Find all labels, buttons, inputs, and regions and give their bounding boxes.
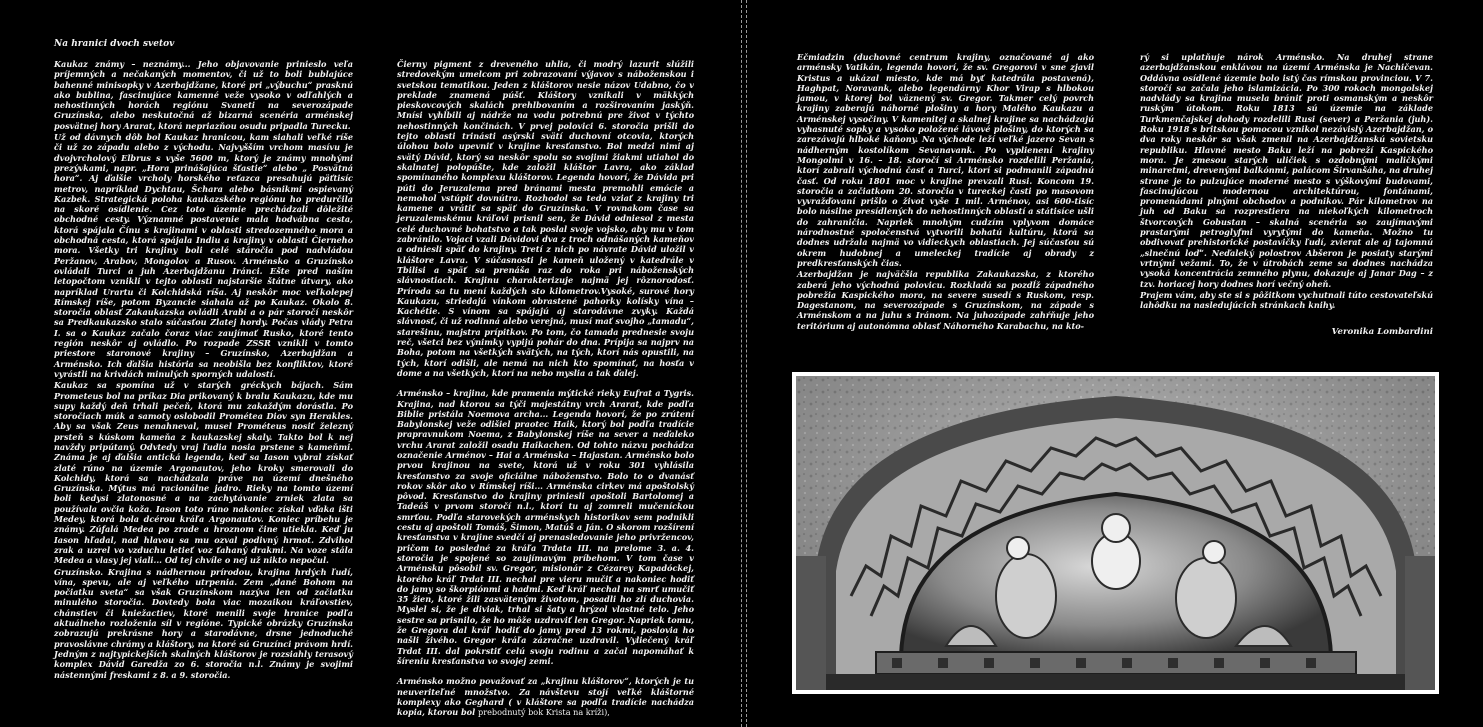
- text-column-1: [54, 59, 353, 681]
- photo-frame: [792, 372, 1439, 694]
- paragraph: [397, 676, 694, 717]
- text-column-4: [1140, 52, 1433, 311]
- paragraph: rý si uplatňuje nárok Arménsko. Na druhej strane azerbajdžanskou enklávou na území Arménska je Nachičevan. Oddávna osídlené územie bolo istý čas rímskou provinciou. V 7. storočí sa začala jeho islamizácia. Po 300 rokoch mongolskej nadvlády sa krajina musela brániť proti osmanským a neskôr ruským útokom. Roku 1813 sú územie na základe Turkmenčajskej dohody rozdelili Rusi (sever) a Peržania (juh). Roku 1918 s britskou pomocou vznikol nezávislý Azerbajdžan, o dva roky neskôr sa však zmenil na Azerbajdžanskú sovietsku republiku. Hlavné mesto Baku leží na pobreží Kaspického mora. Je zmesou starých uličiek s ozdobnými maličkými minaretmi, drevenými balkónmi, palácom Širvanšáha, na druhej strane je to pulzujúce moderné mesto s výškovými budovami, fascinujúcou modernou architektúrou, fontánami, promenádami plnými obchodov a podnikov. Pár kilometrov na juh od Baku sa rozprestiera na niekoľkých kilometroch štvorcových Gobustan – skalná scenéria so zaujímavými prastarými petroglyfmi vyrytými do kameňa. Možno tu obdivovať prehistorické postavičky ľudí, zvierat ale aj tajomnú „slnečnú loď“. Neďaleký polostrov Abšeron je posiaty starými vrtnými vežami. To, že v útrobách zeme sa dodnes nachádza vysoká koncentrácia zemného plynu, dokazuje aj Janar Dag – z tzv. horiacej hory dodnes horí večný oheň.: [1140, 52, 1433, 289]
- author-signature: Veronika Lombardini: [1331, 327, 1433, 337]
- tympanum-relief-photo: [796, 376, 1435, 690]
- paragraph: Kaukaz známy – neznámy... Jeho objavovanie prinieslo veľa príjemných a nečakaných momentov, či už to boli bublajúce bahenné minisopky v Azerbajdžane, ktoré pri „výbuchu“ prasknú ako bublina, fascinujúce kamenné veže vysoko v odľahlých a nehostinných horách regiónu Svaneti na severozápade Gruzínska, alebo neskutočná až bizarná scenéria arménskej posvätnej hory Ararat, ktorá nepriazňou osudu pripadla Turecku.: [54, 59, 353, 131]
- article-title: Na hranici dvoch svetov: [54, 39, 175, 49]
- paragraph-text: Arménsko možno považovať za „krajinu kláštorov“, ktorých je tu neuveriteľné množstvo. Za návštevu stojí veľké kláštorné komplexy ako Geghard ( v kláštore sa podľa tradície nachádza kopia, ktorou bol: [397, 676, 694, 718]
- text-column-3: [797, 52, 1094, 332]
- paragraph: Už od dávnych dôb bol Kaukaz hranicou, kam siahali veľké ríše či už zo západu alebo z východu. Najvyšším vrchom masívu je dvojvrcholový Elbrus s vyše 5600 m, ktorý je známy mnohými prezývkami, napr. „Hora prinášajúca šťastie“ alebo „ Posvätná hora“. Aj ďalšie vrcholy horského reťazca presahujú päťtisíc metrov, napríklad Dychtau, Šchara alebo básnikmi ospievaný Kazbek. Strategická poloha kaukazského regiónu ho predurčila na skoré osídlenie. Cez toto územie prechádzali dôležité obchodné cesty. Významné postavenie mala hodvábna cesta, ktorá spájala Čínu s krajinami v oblasti stredozemného mora a obchodná cesta, ktorá spájala Indiu a krajiny v oblasti Čierneho mora. Všetky tri krajiny boli celé stáročia pod nadvládou Peržanov, Arabov, Mongolov a Rusov. Arménsko a Gruzínsko ovládali Turci a juh Azerbajdžanu Iránci. Ešte pred naším letopočtom vznikli v tejto oblasti najstaršie štátne útvary, ako napríklad Urartu či Kolchidská ríša. Aj neskôr moc veľkolepej Rímskej ríše, potom Byzancie siahala až po Kaukaz. Okolo 8. storočia oblasť Zakaukazska ovládli Arabi a o pár storočí neskôr sa Predkaukazsko stalo súčasťou Zlatej hordy. Počas vlády Petra I. sa o Kaukaz začalo čoraz viac zaujímať Rusko, ktoré tento región neskôr aj ovládlo. Po rozpade ZSSR vznikli v tomto priestore staronové krajiny – Gruzínsko, Azerbajdžan a Arménsko. Ich ďalšia história sa neobišla bez konfliktov, ktoré vyrástli na krivdách minulých sporných udalostí.: [54, 132, 353, 379]
- page-fold-right: [746, 0, 747, 727]
- page-fold-left: [741, 0, 742, 727]
- paragraph: Gruzínsko. Krajina s nádhernou prírodou, krajina hrdých ľudí, vína, spevu, ale aj veľkého utrpenia. Zem „dané Bohom na počiatku sveta“ sa však Gruzínskom nazýva len od začiatku minulého storočia. Dovtedy bola viac mozaikou kráľovstiev, chánstiev či kniežactiev, ktoré menili svoje hranice podľa aktuálneho rozloženia síl v regióne. Typické obrázky Gruzínska zobrazujú prekrásne hory a starodávne, drsne jednoduché pravoslávne chrámy a kláštory, na ktoré sú Gruzínci právom hrdí. Jedným z najtypickejších skalných kláštorov je rozsiahly terasový komplex Dávid Garedža zo 6. storočia n.l. Známy je svojimi nástennými freskami z 8. a 9. storočia.: [54, 566, 353, 680]
- paragraph: Čierny pigment z dreveného uhlia, či modrý lazurit slúžili stredovekým umelcom pri zobrazovaní výjavov s náboženskou i svetskou tematikou. Jeden z kláštorov nesie názov Udabno, čo v preklade znamená púšť. Kláštory vznikali v mäkkých pieskovcových skalách prehlbovaním a rozširovaním jaskýň. Mnísi vyhĺbili aj nádrže na vodu potrebnú pre život v týchto nehostinných končinách. V prvej polovici 6. storočia prišli do tejto oblasti trinásti asýrski svätí duchovní otcovia, ktorých úlohou bolo upevniť v krajine kresťanstvo. Bol medzi nimi aj svätý Dávid, ktorý sa neskôr spolu so svojimi žiakmi utiahol do skalnatej polopúšte, kde založil kláštor Lavra, ako základ spomínaného komplexu kláštorov. Legenda hovorí, že Dávida pri púti do Jeruzalema pred bránami mesta premohli emócie a nemohol vstúpiť dovnútra. Rozhodol sa teda vziať z krajiny tri kamene a vrátiť sa späť do Gruzínska. V rovnakom čase sa jeruzalemskému kráľovi prisnil sen, že Dávid odniesol z mesta celé duchovné bohatstvo a tak poslal svoje vojsko, aby mu v tom zabránilo. Vojaci vzali Dávidovi dva z troch odnášaných kameňov a odniesli späť do krajiny. Tretí z nich po návrate Dávid uložil v kláštore Lavra. V súčasnosti je kameň uložený v katedrále v Tbilisi a späť sa prenáša raz do roka pri náboženských slávnostiach. Krajinu charakterizuje najmä jej rôznorodosť. Príroda sa tu mení každých sto kilometrov.Vysoké, surové hory Kaukazu, striedajú vínkom obrastené pahorky kolísky vína – Kachétie. S vínom sa spájajú aj starodávne zvyky. Každá slávnosť, či už rodinná alebo verejná, musí mať svojho „tamadu“, starešinu, majstra prípitkov. Po tom, čo tamada prednesie svoju reč, všetci bez výnimky vypijú pohár do dna. Prípija sa najprv na Boha, potom na všetkých svätých, na tých, ktorí nás opustili, na tých, ktorí odišli, ale nemá na nich kto spomínať, na hosťa v dome a na všetkých, ktorí na nebo myslia a tak ďalej.: [397, 59, 694, 378]
- paragraph: Azerbajdžan je najväčšia republika Zakaukazska, z ktorého zaberá jeho východnú polovicu. Rozkladá sa pozdĺž západného pobrežia Kaspického mora, na severe susedí s Ruskom, resp. Dagestanom, na severozápade s Gruzínskom, na západe s Arménskom a na juhu s Iránom. Na juhozápade zahŕňuje jeho teritórium aj autonómna oblasť Náhorného Karabachu, na kto-: [797, 269, 1094, 331]
- paragraph: Kaukaz sa spomína už v starých gréckych bájach. Sám Prometeus bol na príkaz Dia prikovaný k bralu Kaukazu, kde mu supy každý deň trhali pečeň, ktorá mu zakaždým dorástla. Po storočiach múk a samoty oslobodil Prométea Diov syn Herakles. Aby sa však Zeus nenahneval, musel Prométeus nosiť železný prsteň s kúskom kameňa z kaukazskej skaly. Takto bol k nej navždy pripútaný. Odvtedy vraj ľudia nosia prstene s kameňmi. Známa je aj ďalšia antická legenda, keď sa Iason vybral získať zlaté rúno na územie Argonautov, jeho kroky smerovali do Kolchidy, ktorá sa nachádzala práve na území dnešného Gruzínska. Mýtus má racionálne jadro. Rieky na tomto území boli kedysi zlatonosné a na zachytávanie zrniek zlata sa používala ovčia koža. Iason toto rúno nakoniec získal vďaka išti Medey, ktorá bola dcérou kráľa Argonautov. Koniec príbehu je známy. Zúfalá Medea po zrade a hroznom čine utiekla. Keď ju Iason hľadal, nad hlavou sa mu ozval podivný hrmot. Zdvihol zrak a uzrel vo vzduchu letieť voz ťahaný drakmi. Na voze stála Medea a vlasy jej viali... Od tej chvíle o nej už nikto nepočul.: [54, 380, 353, 566]
- text-column-2: [397, 59, 694, 718]
- paragraph: Prajem vám, aby ste si s pôžitkom vychutnali túto cestovateľskú lahôdku na nasledujúcich stránkach knihy.: [1140, 289, 1433, 311]
- paragraph: Ečmiadzin (duchovné centrum krajiny, označované aj ako arménsky Vatikán, legenda hovorí, že sv. Gregorovi v sne zjavil Kristus a ukázal miesto, kde má byť katedrála postavená), Haghpat, Noravank, alebo legendárny Khor Virap s hlbokou jamou, v ktorej bol väznený sv. Gregor. Takmer celý povrch krajiny zaberajú náhorné plošiny a hory Malého Kaukazu a Arménskej vysočiny. V kamenitej a skalnej krajine sa nachádzajú vyhasnuté sopky a vysoko položené lávové plošiny, do ktorých sa zarezávajú hlboké kaňony. Na východe leží veľké jazero Sevan s nádherným kostolíkom Sevanavank. Po vyplienení krajiny Mongolmi v 16. – 18. storočí si Arménsko rozdelili Peržania, ktorí zabrali východnú časť a Turci, ktorí si podmanili západnú časť. Od roku 1801 moc v krajine prevzali Rusi. Koncom 19. storočia a začiatkom 20. storočia v tureckej časti po masovom vyvražďovaní prišlo o život vyše 1 mil. Arménov, asi 600-tisíc bolo násilne presídlených do nehostinných oblastí a státisíce ušli do zahraničia. Napriek mnohým cudzím vplyvom domáce národnostné spoločenstvá vytvorili bohatú kultúru, ktorá sa dodnes udržala najmä vo vidieckych oblastiach. Jej súčasťou sú okrem hudobnej a umeleckej tradície aj obrady z predkresťanských čias.: [797, 52, 1094, 268]
- paragraph-tail: prebodnutý bok Krista na kríži),: [478, 707, 610, 718]
- paragraph: Arménsko – krajina, kde pramenia mýtické rieky Eufrat a Tygris. Krajina, nad ktorou sa týči majestátny vrch Ararat, kde podľa Biblie pristála Noemova archa... Legenda hovorí, že po zrútení Babylonskej veže odišiel praotec Haik, ktorý bol podľa tradície prapravnukom Noema, z Babylonskej ríše na sever a neďaleko vrchu Ararat založil osadu Haikachen. Od tohto názvu pochádza označenie Arménov – Hai a Arménska – Hajastan. Arménsko bolo prvou krajinou na svete, ktorá už v roku 301 vyhlásila kresťanstvo za svoje oficiálne náboženstvo. Bolo to o dvanásť rokov skôr ako v Rímskej ríši... Arménska cirkev má apoštolský pôvod. Kresťanstvo do krajiny priniesli apoštoli Bartolomej a Tadeáš v prvom storočí n.l., ktorí tu aj zomreli mučeníckou smrťou. Podľa starovekých arménskych historikov sem podnikli cestu aj apoštoli Tomáš, Šimon, Matúš a Ján. O skorom rozšírení kresťanstva v krajine svedčí aj prenasledovanie jeho privržencov, pričom to posledné za kráľa Trdata III. na prelome 3. a. 4. storočia je spojené so zaujímavým príbehom. V tom čase v Arménsku pôsobil sv. Gregor, misionár z Cézarey Kapadóckej, ktorého kráľ Trdat III. nechal pre vieru mučiť a nakoniec hodiť do jamy so škorpiónmi a hadmi. Keď kráľ nechal na smrť umučiť 35 žien, ktoré žili zasväteným životom, posadli ho zlí duchovia. Myslel si, že je diviak, trhal si šaty a hrýzol vlastné telo. Jeho sestre sa prisnilo, že ho môže uzdraviť len Gregor. Napriek tomu, že Gregora dal kráľ hodiť do jamy pred 13 rokmi, poslovia ho našli živého. Gregor kráľa zázračne uzdravil. Vyliečený kráľ Trdat III. dal pokrstiť celú svoju rodinu a začal napomáhať k šíreniu kresťanstva vo svojej zemi.: [397, 388, 694, 666]
